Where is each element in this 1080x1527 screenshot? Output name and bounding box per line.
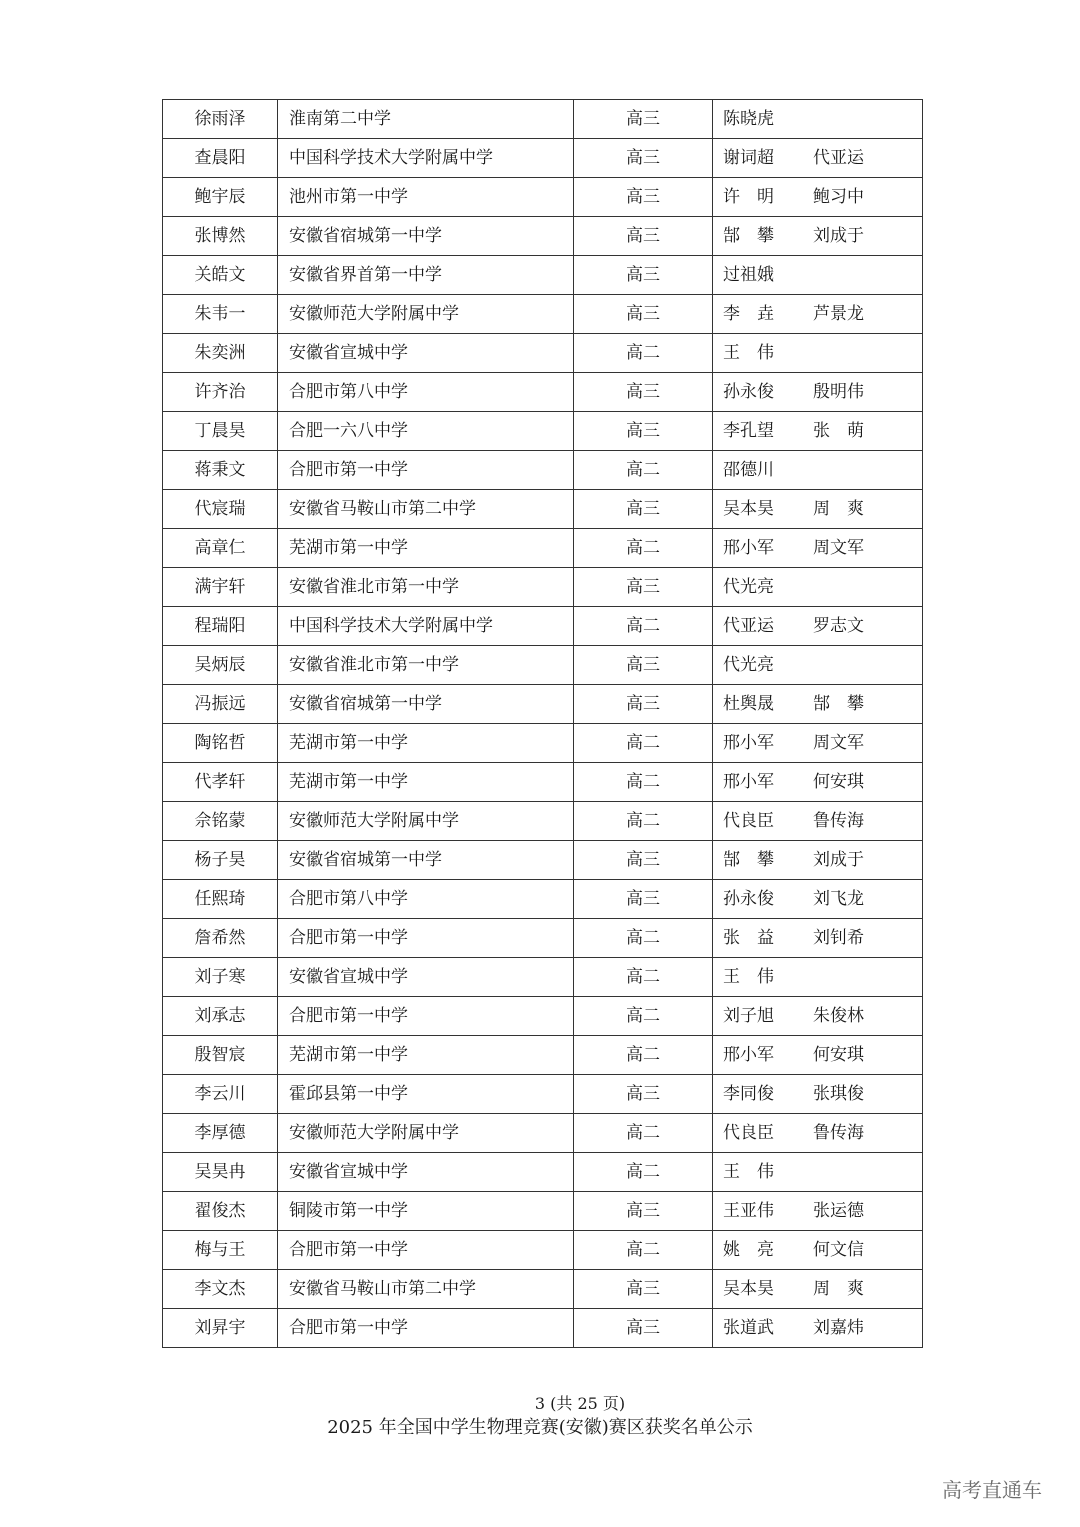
grade-cell: 高二 — [574, 919, 713, 958]
student-name-cell: 鲍宇辰 — [163, 178, 278, 217]
table-row — [163, 178, 923, 217]
grade-cell: 高三 — [574, 139, 713, 178]
coach-primary: 李孔望 — [723, 421, 774, 441]
student-name-cell: 翟俊杰 — [163, 1192, 278, 1231]
coach-primary: 张 益 — [723, 928, 774, 948]
coach-primary: 邵德川 — [723, 460, 774, 480]
school-cell: 霍邱县第一中学 — [278, 1075, 574, 1114]
coach-cell — [713, 100, 923, 139]
student-name-cell: 丁晨昊 — [163, 412, 278, 451]
coach-cell — [713, 451, 923, 490]
grade-cell: 高三 — [574, 646, 713, 685]
school-cell: 合肥市第一中学 — [278, 1309, 574, 1348]
school-cell: 合肥市第八中学 — [278, 880, 574, 919]
table-row — [163, 919, 923, 958]
award-list-body — [163, 100, 923, 1348]
coach-cell — [713, 490, 923, 529]
school-cell: 铜陵市第一中学 — [278, 1192, 574, 1231]
student-name-cell: 蒋秉文 — [163, 451, 278, 490]
coach-cell — [713, 1036, 923, 1075]
student-name-cell: 许齐治 — [163, 373, 278, 412]
coach-primary: 孙永俊 — [723, 382, 774, 402]
student-name-cell: 代孝轩 — [163, 763, 278, 802]
coach-cell — [713, 841, 923, 880]
grade-cell: 高二 — [574, 1153, 713, 1192]
student-name-cell: 任熙琦 — [163, 880, 278, 919]
student-name-cell: 殷智宸 — [163, 1036, 278, 1075]
table-row — [163, 607, 923, 646]
coach-primary: 代亚运 — [723, 616, 774, 636]
school-cell: 池州市第一中学 — [278, 178, 574, 217]
coach-secondary: 何文信 — [813, 1240, 864, 1260]
grade-cell: 高三 — [574, 841, 713, 880]
student-name-cell: 刘子寒 — [163, 958, 278, 997]
coach-cell — [713, 802, 923, 841]
grade-cell: 高三 — [574, 373, 713, 412]
coach-primary: 代良臣 — [723, 1123, 774, 1143]
coach-primary: 王 伟 — [723, 967, 774, 987]
table-row — [163, 1231, 923, 1270]
grade-cell: 高三 — [574, 217, 713, 256]
school-cell: 安徽省宿城第一中学 — [278, 841, 574, 880]
coach-primary: 李 垚 — [723, 304, 774, 324]
student-name-cell: 刘承志 — [163, 997, 278, 1036]
table-row — [163, 1036, 923, 1075]
coach-cell — [713, 139, 923, 178]
coach-cell — [713, 919, 923, 958]
coach-secondary: 芦景龙 — [813, 304, 864, 324]
grade-cell: 高三 — [574, 1309, 713, 1348]
coach-cell — [713, 334, 923, 373]
coach-primary: 邢小军 — [723, 772, 774, 792]
coach-secondary: 鲁传海 — [813, 1123, 864, 1143]
page-number: 3 (共 25 页) — [534, 1394, 626, 1413]
coach-primary: 王 伟 — [723, 1162, 774, 1182]
table-row — [163, 1270, 923, 1309]
table-row — [163, 217, 923, 256]
coach-cell — [713, 1309, 923, 1348]
coach-cell — [713, 373, 923, 412]
coach-secondary: 朱俊林 — [813, 1006, 864, 1026]
student-name-cell: 代宸瑞 — [163, 490, 278, 529]
table-row — [163, 529, 923, 568]
student-name-cell: 查晨阳 — [163, 139, 278, 178]
coach-secondary: 张琪俊 — [813, 1084, 864, 1104]
school-cell: 合肥一六八中学 — [278, 412, 574, 451]
school-cell: 中国科学技术大学附属中学 — [278, 607, 574, 646]
coach-primary: 过祖娥 — [723, 265, 774, 285]
coach-secondary: 周文军 — [813, 538, 864, 558]
grade-cell: 高二 — [574, 451, 713, 490]
school-cell: 合肥市第一中学 — [278, 919, 574, 958]
coach-cell — [713, 607, 923, 646]
coach-secondary: 何安琪 — [813, 772, 864, 792]
coach-cell — [713, 568, 923, 607]
student-name-cell: 冯振远 — [163, 685, 278, 724]
student-name-cell: 詹希然 — [163, 919, 278, 958]
table-row — [163, 295, 923, 334]
table-row — [163, 1192, 923, 1231]
grade-cell: 高二 — [574, 802, 713, 841]
coach-cell — [713, 412, 923, 451]
grade-cell: 高二 — [574, 529, 713, 568]
coach-cell — [713, 685, 923, 724]
student-name-cell: 梅与王 — [163, 1231, 278, 1270]
school-cell: 安徽师范大学附属中学 — [278, 1114, 574, 1153]
grade-cell: 高二 — [574, 1231, 713, 1270]
school-cell: 安徽省宣城中学 — [278, 958, 574, 997]
coach-cell — [713, 997, 923, 1036]
coach-cell — [713, 1153, 923, 1192]
coach-secondary: 刘嘉炜 — [813, 1318, 864, 1338]
coach-primary: 杜舆晟 — [723, 694, 774, 714]
coach-primary: 李同俊 — [723, 1084, 774, 1104]
student-name-cell: 关皓文 — [163, 256, 278, 295]
grade-cell: 高二 — [574, 607, 713, 646]
student-name-cell: 陶铭哲 — [163, 724, 278, 763]
school-cell: 安徽省宣城中学 — [278, 1153, 574, 1192]
coach-primary: 代良臣 — [723, 811, 774, 831]
student-name-cell: 徐雨泽 — [163, 100, 278, 139]
table-row — [163, 1309, 923, 1348]
grade-cell: 高三 — [574, 1075, 713, 1114]
coach-secondary: 周文军 — [813, 733, 864, 753]
student-name-cell: 吴炳辰 — [163, 646, 278, 685]
school-cell: 安徽省宣城中学 — [278, 334, 574, 373]
award-list-table — [162, 99, 923, 1348]
table-row — [163, 958, 923, 997]
coach-primary: 王 伟 — [723, 343, 774, 363]
school-cell: 安徽省宿城第一中学 — [278, 217, 574, 256]
grade-cell: 高三 — [574, 685, 713, 724]
school-cell: 合肥市第八中学 — [278, 373, 574, 412]
school-cell: 安徽师范大学附属中学 — [278, 802, 574, 841]
grade-cell: 高三 — [574, 1192, 713, 1231]
coach-cell — [713, 295, 923, 334]
table-row — [163, 412, 923, 451]
coach-cell — [713, 1114, 923, 1153]
table-row — [163, 334, 923, 373]
coach-primary: 代光亮 — [723, 577, 774, 597]
school-cell: 芜湖市第一中学 — [278, 724, 574, 763]
table-row — [163, 1114, 923, 1153]
grade-cell: 高三 — [574, 178, 713, 217]
school-cell: 芜湖市第一中学 — [278, 763, 574, 802]
coach-cell — [713, 529, 923, 568]
table-row — [163, 763, 923, 802]
coach-secondary: 鲁传海 — [813, 811, 864, 831]
coach-primary: 吴本昊 — [723, 499, 774, 519]
table-row — [163, 373, 923, 412]
coach-secondary: 张运德 — [813, 1201, 864, 1221]
grade-cell: 高三 — [574, 256, 713, 295]
coach-primary: 邢小军 — [723, 733, 774, 753]
table-row — [163, 256, 923, 295]
school-cell: 芜湖市第一中学 — [278, 529, 574, 568]
grade-cell: 高二 — [574, 763, 713, 802]
coach-primary: 郜 攀 — [723, 850, 774, 870]
coach-secondary: 刘飞龙 — [813, 889, 864, 909]
student-name-cell: 程瑞阳 — [163, 607, 278, 646]
coach-primary: 郜 攀 — [723, 226, 774, 246]
table-row — [163, 685, 923, 724]
student-name-cell: 高章仁 — [163, 529, 278, 568]
grade-cell: 高三 — [574, 100, 713, 139]
coach-primary: 吴本昊 — [723, 1279, 774, 1299]
coach-primary: 代光亮 — [723, 655, 774, 675]
school-cell: 芜湖市第一中学 — [278, 1036, 574, 1075]
coach-cell — [713, 217, 923, 256]
coach-secondary: 鲍习中 — [813, 187, 864, 207]
coach-primary: 姚 亮 — [723, 1240, 774, 1260]
school-cell: 淮南第二中学 — [278, 100, 574, 139]
student-name-cell: 满宇轩 — [163, 568, 278, 607]
table-row — [163, 802, 923, 841]
table-row — [163, 724, 923, 763]
grade-cell: 高二 — [574, 724, 713, 763]
coach-secondary: 郜 攀 — [813, 694, 864, 714]
coach-cell — [713, 1075, 923, 1114]
table-row — [163, 451, 923, 490]
school-cell: 安徽省马鞍山市第二中学 — [278, 490, 574, 529]
grade-cell: 高二 — [574, 334, 713, 373]
school-cell: 安徽省淮北市第一中学 — [278, 646, 574, 685]
student-name-cell: 佘铭蒙 — [163, 802, 278, 841]
grade-cell: 高二 — [574, 997, 713, 1036]
school-cell: 安徽师范大学附属中学 — [278, 295, 574, 334]
grade-cell: 高三 — [574, 412, 713, 451]
table-row — [163, 568, 923, 607]
coach-cell — [713, 763, 923, 802]
student-name-cell: 李云川 — [163, 1075, 278, 1114]
grade-cell: 高三 — [574, 490, 713, 529]
coach-cell — [713, 1231, 923, 1270]
document-title: 2025 年全国中学生物理竞赛(安徽)赛区获奖名单公示 — [327, 1417, 753, 1438]
coach-cell — [713, 958, 923, 997]
coach-secondary: 刘钊希 — [813, 928, 864, 948]
school-cell: 中国科学技术大学附属中学 — [278, 139, 574, 178]
school-cell: 安徽省界首第一中学 — [278, 256, 574, 295]
student-name-cell: 朱奕洲 — [163, 334, 278, 373]
coach-secondary: 周 爽 — [813, 499, 864, 519]
student-name-cell: 杨子昊 — [163, 841, 278, 880]
coach-secondary: 张 萌 — [813, 421, 864, 441]
watermark-text: 高考直通车 — [942, 1478, 1042, 1502]
coach-primary: 陈晓虎 — [723, 109, 774, 129]
coach-cell — [713, 256, 923, 295]
grade-cell: 高三 — [574, 295, 713, 334]
student-name-cell: 李厚德 — [163, 1114, 278, 1153]
coach-primary: 张道武 — [723, 1318, 774, 1338]
coach-primary: 许 明 — [723, 187, 774, 207]
coach-primary: 邢小军 — [723, 538, 774, 558]
table-row — [163, 139, 923, 178]
coach-cell — [713, 1270, 923, 1309]
table-row — [163, 646, 923, 685]
table-row — [163, 100, 923, 139]
table-row — [163, 1153, 923, 1192]
grade-cell: 高三 — [574, 880, 713, 919]
table-row — [163, 1075, 923, 1114]
coach-secondary: 何安琪 — [813, 1045, 864, 1065]
school-cell: 合肥市第一中学 — [278, 451, 574, 490]
coach-cell — [713, 1192, 923, 1231]
coach-cell — [713, 724, 923, 763]
coach-primary: 王亚伟 — [723, 1201, 774, 1221]
coach-secondary: 代亚运 — [813, 148, 864, 168]
coach-cell — [713, 880, 923, 919]
grade-cell: 高二 — [574, 1114, 713, 1153]
coach-secondary: 罗志文 — [813, 616, 864, 636]
coach-cell — [713, 178, 923, 217]
student-name-cell: 朱韦一 — [163, 295, 278, 334]
table-row — [163, 880, 923, 919]
school-cell: 合肥市第一中学 — [278, 1231, 574, 1270]
coach-primary: 刘子旭 — [723, 1006, 774, 1026]
coach-secondary: 刘成于 — [813, 226, 864, 246]
coach-cell — [713, 646, 923, 685]
table-row — [163, 490, 923, 529]
grade-cell: 高三 — [574, 1270, 713, 1309]
table-row — [163, 841, 923, 880]
table-row — [163, 997, 923, 1036]
school-cell: 安徽省宿城第一中学 — [278, 685, 574, 724]
coach-primary: 邢小军 — [723, 1045, 774, 1065]
coach-secondary: 刘成于 — [813, 850, 864, 870]
grade-cell: 高二 — [574, 1036, 713, 1075]
coach-secondary: 殷明伟 — [813, 382, 864, 402]
school-cell: 安徽省马鞍山市第二中学 — [278, 1270, 574, 1309]
student-name-cell: 刘昇宇 — [163, 1309, 278, 1348]
grade-cell: 高三 — [574, 568, 713, 607]
coach-primary: 谢词超 — [723, 148, 774, 168]
student-name-cell: 张博然 — [163, 217, 278, 256]
coach-primary: 孙永俊 — [723, 889, 774, 909]
coach-secondary: 周 爽 — [813, 1279, 864, 1299]
student-name-cell: 李文杰 — [163, 1270, 278, 1309]
grade-cell: 高二 — [574, 958, 713, 997]
school-cell: 安徽省淮北市第一中学 — [278, 568, 574, 607]
school-cell: 合肥市第一中学 — [278, 997, 574, 1036]
student-name-cell: 吴昊冉 — [163, 1153, 278, 1192]
